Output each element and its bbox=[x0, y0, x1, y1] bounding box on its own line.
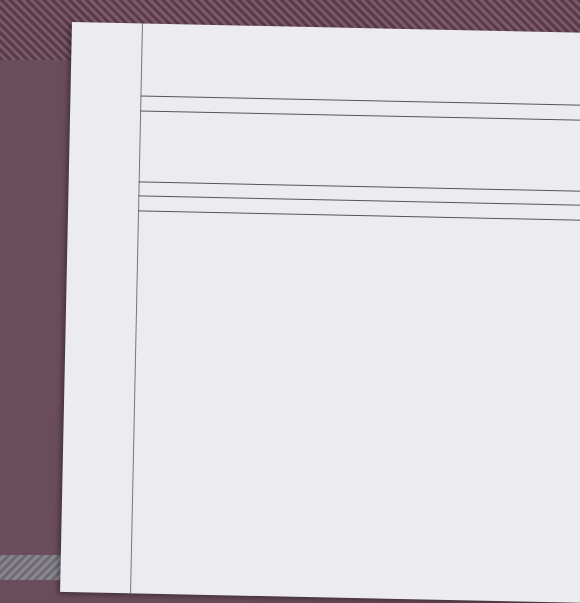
divider bbox=[138, 210, 580, 220]
divider bbox=[139, 181, 580, 191]
divider bbox=[140, 110, 580, 120]
divider bbox=[138, 195, 580, 205]
divider bbox=[140, 95, 580, 105]
english-column-fragment bbox=[60, 22, 143, 593]
pattern-envelope-sheet bbox=[60, 22, 580, 603]
french-yardage-column bbox=[130, 23, 580, 602]
series-line bbox=[142, 185, 164, 195]
